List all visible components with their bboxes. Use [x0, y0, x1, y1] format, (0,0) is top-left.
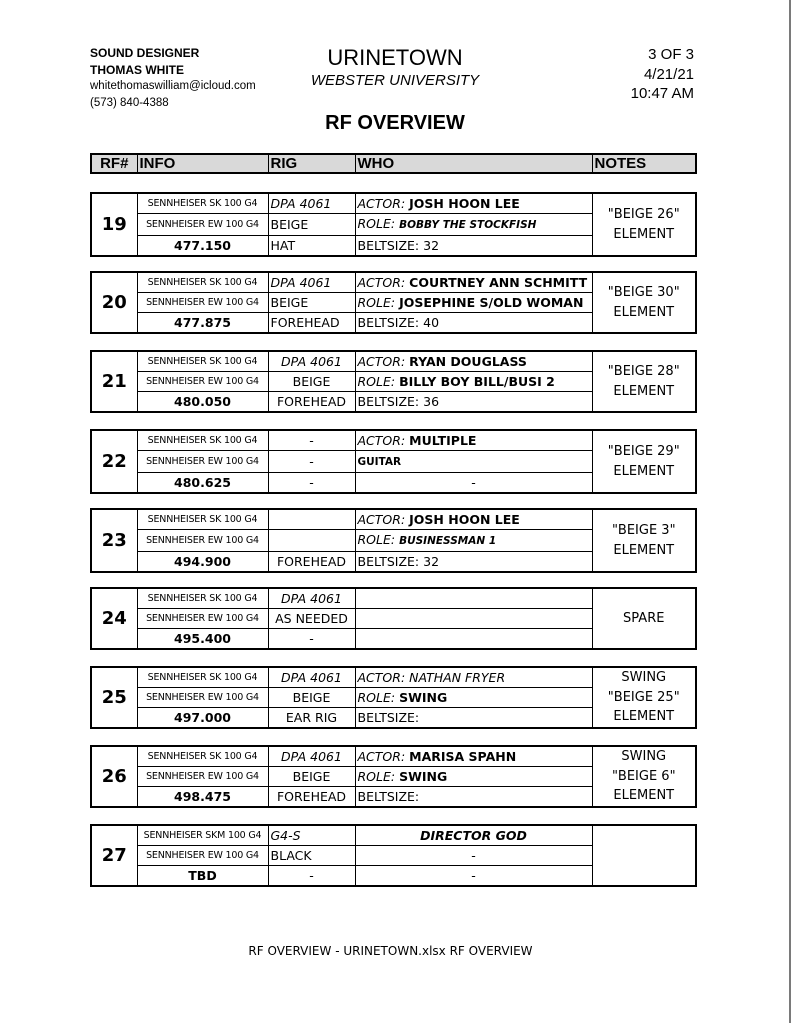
- table-row: [91, 430, 696, 451]
- rf-block-19: [90, 192, 697, 257]
- rf-block-23: [90, 508, 697, 573]
- who-value: 40: [423, 315, 440, 330]
- who-label: ACTOR:: [357, 670, 406, 685]
- who-cell: [355, 767, 592, 787]
- rig-cell: DPA 4061: [268, 272, 355, 293]
- who-value: BUSINESSMAN 1: [399, 535, 497, 547]
- who-value: 36: [423, 394, 440, 409]
- who-cell: [355, 746, 592, 767]
- rf-block-24: [90, 587, 697, 650]
- who-cell: [355, 351, 592, 372]
- who-cell: [355, 372, 592, 392]
- transmitter-model: SENNHEISER SK 100 G4: [137, 272, 268, 293]
- rig-cell: DPA 4061: [268, 746, 355, 767]
- note-line: "BEIGE 3": [611, 523, 676, 538]
- rig-cell: DPA 4061: [268, 193, 355, 214]
- rf-number: 27: [91, 825, 137, 886]
- rf-number: 19: [91, 193, 137, 256]
- who-value: MULTIPLE: [409, 433, 477, 448]
- who-cell: [355, 236, 592, 257]
- rig-cell: BLACK: [268, 846, 355, 866]
- notes-cell: [592, 193, 696, 256]
- page-number: 3 OF 3: [648, 46, 694, 63]
- show-title: URINETOWN: [327, 45, 463, 70]
- who-cell: [355, 846, 592, 866]
- who-label: ACTOR:: [357, 275, 406, 290]
- designer-email: whitethomaswilliam@icloud.com: [90, 80, 256, 92]
- notes-cell: [592, 509, 696, 572]
- rig-cell: -: [268, 629, 355, 650]
- page-title: RF OVERVIEW: [325, 112, 465, 134]
- rf-number: 24: [91, 588, 137, 649]
- transmitter-model: SENNHEISER SK 100 G4: [137, 430, 268, 451]
- who-cell: [355, 473, 592, 494]
- who-label: BELTSIZE:: [357, 710, 420, 725]
- frequency: 480.625: [137, 473, 268, 494]
- designer-phone: (573) 840-4388: [90, 96, 169, 109]
- note-line: ELEMENT: [613, 226, 675, 242]
- print-time: 10:47 AM: [630, 85, 694, 102]
- receiver-model: SENNHEISER EW 100 G4: [137, 609, 268, 629]
- rig-cell: BEIGE: [268, 214, 355, 236]
- rf-block-27: [90, 824, 697, 887]
- who-cell: [355, 552, 592, 573]
- transmitter-model: SENNHEISER SK 100 G4: [137, 193, 268, 214]
- notes-cell: [592, 825, 696, 886]
- designer-title: SOUND DESIGNER: [90, 46, 200, 60]
- who-value: JOSH HOON LEE: [409, 196, 520, 211]
- column-header-rf: RF#: [100, 155, 129, 172]
- who-value: BOBBY THE STOCKFISH: [399, 219, 537, 231]
- who-label: BELTSIZE:: [357, 394, 420, 409]
- notes-cell: [592, 746, 696, 807]
- column-header-info: INFO: [137, 154, 268, 173]
- who-value: -: [471, 868, 476, 883]
- rig-cell: DPA 4061: [268, 351, 355, 372]
- who-label: ACTOR:: [357, 433, 406, 448]
- who-label: ACTOR:: [357, 354, 406, 369]
- rig-cell: BEIGE: [268, 372, 355, 392]
- rf-block-20: [90, 271, 697, 334]
- who-value: SWING: [399, 769, 448, 784]
- rig-cell: BEIGE: [268, 688, 355, 708]
- who-label: ROLE:: [357, 295, 396, 310]
- transmitter-model: SENNHEISER SK 100 G4: [137, 746, 268, 767]
- rig-cell: [268, 530, 355, 552]
- receiver-model: SENNHEISER EW 100 G4: [137, 372, 268, 392]
- who-value: JOSEPHINE S/OLD WOMAN: [399, 295, 584, 310]
- who-cell: [355, 588, 592, 609]
- column-header-rig: RIG: [268, 154, 355, 173]
- note-line: ELEMENT: [613, 463, 675, 479]
- note-line: "BEIGE 6": [611, 768, 676, 784]
- who-cell: [355, 272, 592, 293]
- note-line: ELEMENT: [613, 709, 675, 725]
- who-label: BELTSIZE:: [357, 789, 420, 804]
- who-cell: [355, 451, 592, 473]
- who-cell: [355, 313, 592, 334]
- designer-info: [90, 45, 256, 111]
- frequency: 477.150: [137, 236, 268, 257]
- show-header: [295, 44, 495, 90]
- who-value: COURTNEY ANN SCHMITT: [409, 275, 588, 290]
- who-label: ROLE:: [357, 374, 396, 389]
- rig-cell: FOREHEAD: [268, 787, 355, 808]
- print-date: 4/21/21: [643, 65, 694, 83]
- who-cell: [355, 392, 592, 413]
- receiver-model: SENNHEISER EW 100 G4: [137, 214, 268, 236]
- rig-cell: HAT: [268, 236, 355, 257]
- transmitter-model: SENNHEISER SK 100 G4: [137, 509, 268, 530]
- who-label: ROLE:: [357, 532, 396, 547]
- note-line: "BEIGE 26": [607, 207, 680, 222]
- frequency: 498.475: [137, 787, 268, 808]
- who-label: BELTSIZE:: [357, 238, 420, 253]
- transmitter-model: SENNHEISER SK 100 G4: [137, 667, 268, 688]
- who-label: ROLE:: [357, 216, 396, 231]
- rig-cell: BEIGE: [268, 767, 355, 787]
- rf-block-26: [90, 745, 697, 808]
- designer-name: THOMAS WHITE: [90, 62, 184, 77]
- page-footer: RF OVERVIEW - URINETOWN.xlsx RF OVERVIEW: [248, 944, 533, 958]
- rig-cell: DPA 4061: [268, 588, 355, 609]
- who-cell: [355, 688, 592, 708]
- notes-cell: [592, 272, 696, 333]
- column-header-who: WHO: [355, 154, 592, 173]
- who-cell: [355, 509, 592, 530]
- rf-number: 25: [91, 667, 137, 728]
- who-cell: [355, 609, 592, 629]
- who-value: DIRECTOR GOD: [420, 828, 527, 843]
- table-row: [91, 588, 696, 609]
- who-cell: [355, 214, 592, 236]
- who-label: BELTSIZE:: [357, 554, 420, 569]
- rig-cell: G4-S: [268, 825, 355, 846]
- frequency: TBD: [137, 866, 268, 887]
- who-label: BELTSIZE:: [357, 315, 420, 330]
- notes-cell: [592, 667, 696, 728]
- who-value: BILLY BOY BILL/BUSI 2: [399, 374, 555, 389]
- who-cell: [355, 193, 592, 214]
- frequency: 495.400: [137, 629, 268, 650]
- frequency: 480.050: [137, 392, 268, 413]
- who-cell: [355, 825, 592, 846]
- frequency: 477.875: [137, 313, 268, 334]
- receiver-model: SENNHEISER EW 100 G4: [137, 846, 268, 866]
- rig-cell: [268, 509, 355, 530]
- rig-cell: BEIGE: [268, 293, 355, 313]
- transmitter-model: SENNHEISER SK 100 G4: [137, 588, 268, 609]
- transmitter-model: SENNHEISER SKM 100 G4: [137, 825, 268, 846]
- note-line: "BEIGE 28": [607, 364, 680, 379]
- table-row: [91, 193, 696, 214]
- who-value: -: [471, 848, 476, 863]
- column-header-row: [90, 153, 697, 174]
- note-line: SWING: [621, 670, 667, 686]
- who-cell: [355, 787, 592, 808]
- show-venue: WEBSTER UNIVERSITY: [310, 72, 480, 89]
- rig-cell: AS NEEDED: [268, 609, 355, 629]
- rig-cell: FOREHEAD: [268, 313, 355, 334]
- who-cell: [355, 430, 592, 451]
- note-line: "BEIGE 25": [607, 689, 680, 705]
- rig-cell: -: [268, 866, 355, 887]
- who-label: ROLE:: [357, 769, 396, 784]
- who-label: ACTOR:: [357, 749, 406, 764]
- who-label: ROLE:: [357, 690, 396, 705]
- who-label: ACTOR:: [357, 196, 406, 211]
- rig-cell: -: [268, 473, 355, 494]
- frequency: 497.000: [137, 708, 268, 729]
- receiver-model: SENNHEISER EW 100 G4: [137, 293, 268, 313]
- notes-cell: [592, 588, 696, 649]
- notes-cell: [592, 430, 696, 493]
- receiver-model: SENNHEISER EW 100 G4: [137, 530, 268, 552]
- who-cell: [355, 629, 592, 650]
- rf-number: 21: [91, 351, 137, 412]
- rf-number: 20: [91, 272, 137, 333]
- note-line: ELEMENT: [613, 304, 675, 320]
- table-row: [91, 272, 696, 293]
- table-row: [91, 509, 696, 530]
- rig-cell: -: [268, 451, 355, 473]
- frequency: 494.900: [137, 552, 268, 573]
- who-label: ACTOR:: [357, 512, 406, 527]
- who-value: MARISA SPAHN: [409, 749, 517, 764]
- receiver-model: SENNHEISER EW 100 G4: [137, 767, 268, 787]
- rf-number: 22: [91, 430, 137, 493]
- rf-block-22: [90, 429, 697, 494]
- who-cell: [355, 708, 592, 729]
- who-value: -: [471, 475, 476, 490]
- who-cell: [355, 866, 592, 887]
- page-meta: [631, 45, 694, 104]
- rf-number: 23: [91, 509, 137, 572]
- rf-block-25: [90, 666, 697, 729]
- rig-cell: EAR RIG: [268, 708, 355, 729]
- receiver-model: SENNHEISER EW 100 G4: [137, 688, 268, 708]
- rf-number: 26: [91, 746, 137, 807]
- who-value: NATHAN FRYER: [409, 670, 506, 685]
- notes-cell: [592, 351, 696, 412]
- note-line: "BEIGE 29": [607, 444, 680, 459]
- who-value: SWING: [399, 690, 448, 705]
- table-row: [91, 667, 696, 688]
- table-row: [91, 351, 696, 372]
- table-row: [91, 746, 696, 767]
- column-header-notes: NOTES: [592, 154, 696, 173]
- rf-block-21: [90, 350, 697, 413]
- note-line: ELEMENT: [613, 788, 675, 804]
- who-value: RYAN DOUGLASS: [409, 354, 527, 369]
- who-cell: [355, 293, 592, 313]
- rig-cell: -: [268, 430, 355, 451]
- note-line: SWING: [621, 749, 667, 765]
- rig-cell: FOREHEAD: [268, 552, 355, 573]
- who-value: 32: [423, 554, 440, 569]
- note-line: "BEIGE 30": [607, 285, 680, 300]
- note-line: ELEMENT: [613, 542, 675, 558]
- who-cell: [355, 667, 592, 688]
- table-row: [91, 825, 696, 846]
- note-line: ELEMENT: [613, 383, 675, 399]
- transmitter-model: SENNHEISER SK 100 G4: [137, 351, 268, 372]
- who-cell: [355, 530, 592, 552]
- who-value: 32: [423, 238, 440, 253]
- receiver-model: SENNHEISER EW 100 G4: [137, 451, 268, 473]
- who-value: JOSH HOON LEE: [409, 512, 520, 527]
- rig-cell: DPA 4061: [268, 667, 355, 688]
- who-value: GUITAR: [357, 456, 402, 468]
- note-line: SPARE: [623, 610, 665, 626]
- rig-cell: FOREHEAD: [268, 392, 355, 413]
